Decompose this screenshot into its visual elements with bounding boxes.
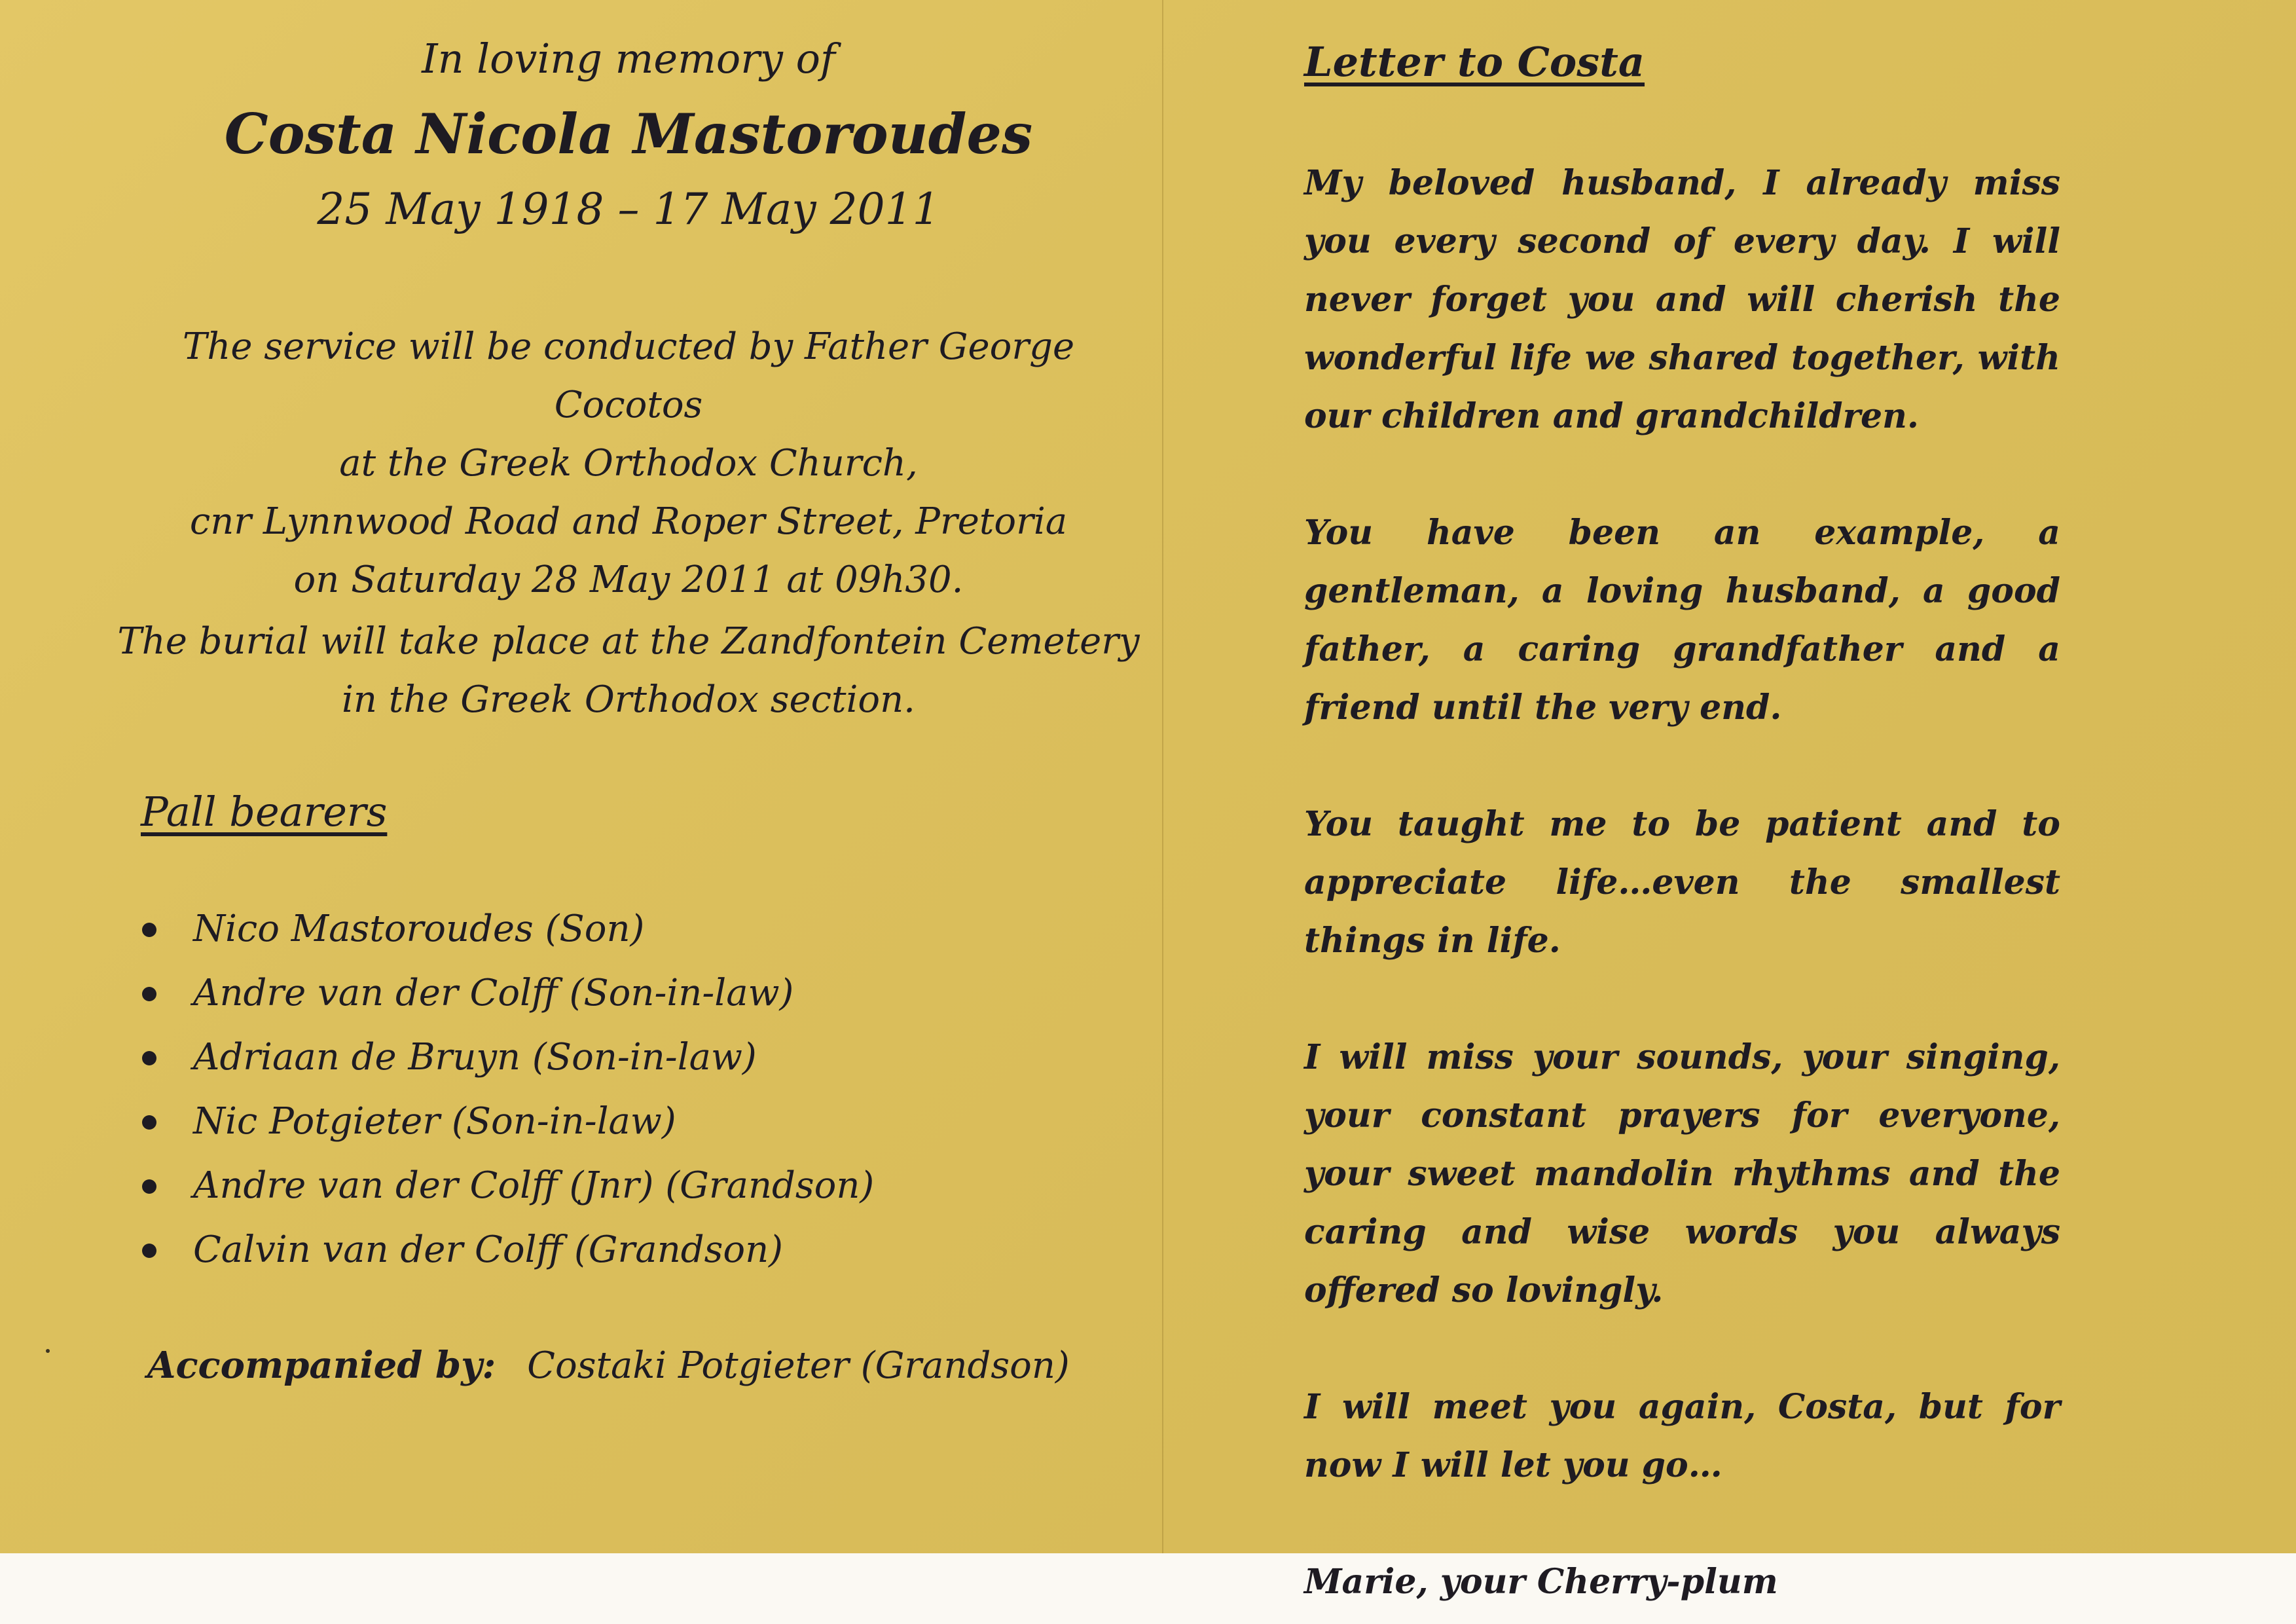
accompanied-label: Accompanied by: bbox=[147, 1344, 496, 1387]
service-line: on Saturday 28 May 2011 at 09h30. bbox=[293, 559, 964, 601]
deceased-name: Costa Nicola Mastoroudes bbox=[224, 101, 1033, 166]
letter-body bbox=[1304, 154, 2060, 1611]
pall-bearer-item bbox=[141, 1090, 874, 1154]
scan-speck bbox=[46, 1349, 50, 1353]
pall-bearers-heading: Pall bearers bbox=[141, 788, 388, 836]
letter-signature: Marie, your Cherry-plum bbox=[1304, 1562, 1778, 1602]
bullet-icon bbox=[142, 1244, 156, 1258]
life-dates: 25 May 1918 – 17 May 2011 bbox=[317, 184, 940, 234]
pall-bearers-list bbox=[141, 897, 874, 1282]
letter-paragraph: You have been an example, a gentleman, a loving husband, a good father, a caring grandfather and a friend until the very end. bbox=[1304, 513, 2060, 728]
burial-details bbox=[105, 612, 1152, 729]
pall-bearer-name: Adriaan de Bruyn (Son-in-law) bbox=[193, 1036, 757, 1079]
service-details bbox=[105, 318, 1152, 609]
bullet-icon bbox=[142, 987, 156, 1001]
pall-bearer-item bbox=[141, 1025, 874, 1090]
burial-line: The burial will take place at the Zandfontein Cemetery bbox=[117, 620, 1140, 663]
pall-bearer-name: Calvin van der Colff (Grandson) bbox=[193, 1228, 783, 1271]
letter-paragraph: I will miss your sounds, your singing, your constant prayers for everyone, your sweet mandolin rhythms and the caring and wise words you always offered so lovingly. bbox=[1304, 1037, 2060, 1310]
letter-paragraph: You taught me to be patient and to appreciate life…even the smallest things in life. bbox=[1304, 804, 2060, 961]
pall-bearer-item bbox=[141, 1218, 874, 1282]
bullet-icon bbox=[142, 1115, 156, 1130]
letter-heading: Letter to Costa bbox=[1304, 38, 1645, 86]
pall-bearer-name: Andre van der Colff (Jnr) (Grandson) bbox=[193, 1164, 875, 1207]
service-line: at the Greek Orthodox Church, bbox=[339, 442, 918, 485]
bullet-icon bbox=[142, 1179, 156, 1194]
accompanied-value: Costaki Potgieter (Grandson) bbox=[527, 1344, 1070, 1387]
burial-line: in the Greek Orthodox section. bbox=[342, 678, 915, 721]
bullet-icon bbox=[142, 1051, 156, 1065]
pall-bearer-name: Nic Potgieter (Son-in-law) bbox=[193, 1100, 676, 1143]
letter-paragraph: I will meet you again, Costa, but for now I will let you go… bbox=[1304, 1387, 2060, 1485]
memorial-intro: In loving memory of bbox=[422, 35, 835, 83]
pall-bearer-item bbox=[141, 897, 874, 961]
pall-bearer-item bbox=[141, 961, 874, 1025]
pall-bearer-name: Nico Mastoroudes (Son) bbox=[193, 908, 645, 950]
service-line: The service will be conducted by Father George Cocotos bbox=[182, 325, 1075, 426]
service-line: cnr Lynnwood Road and Roper Street, Pretoria bbox=[189, 500, 1068, 543]
right-page bbox=[1163, 0, 2296, 1602]
bullet-icon bbox=[142, 923, 156, 937]
letter-paragraph: My beloved husband, I already miss you every second of every day. I will never forget you and will cherish the wonderful life we shared together, with our children and grandchildren. bbox=[1304, 163, 2060, 436]
pall-bearer-item bbox=[141, 1154, 874, 1218]
left-page bbox=[0, 0, 1162, 1553]
pall-bearer-name: Andre van der Colff (Son-in-law) bbox=[193, 972, 794, 1014]
accompanied-by bbox=[147, 1336, 1070, 1395]
